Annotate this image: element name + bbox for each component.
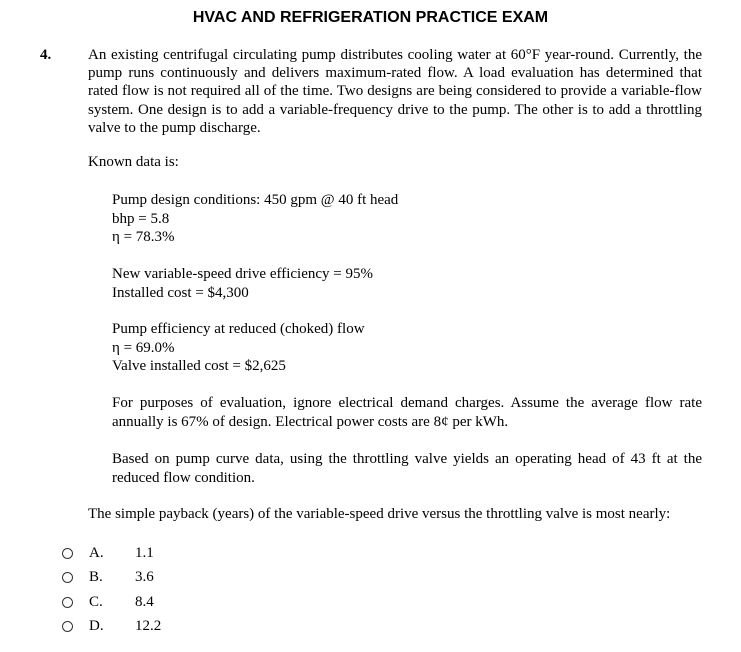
pump-bhp: bhp = 5.8: [112, 210, 170, 227]
option-value: 8.4: [135, 594, 154, 610]
radio-button-icon[interactable]: [62, 621, 73, 632]
question-number: 4.: [40, 47, 52, 63]
question-prompt: The simple payback (years) of the variable-speed drive versus the throttling valve is most nearly:: [88, 506, 671, 522]
radio-button-icon[interactable]: [62, 548, 73, 559]
option-letter: D.: [89, 618, 104, 634]
pump-design-data: [112, 191, 398, 247]
reduced-flow-label: Pump efficiency at reduced (choked) flow: [112, 321, 365, 337]
question-intro-block: [88, 46, 702, 137]
option-letter: A.: [89, 545, 104, 561]
vsd-data: [112, 265, 373, 302]
known-data-label: Known data is:: [88, 154, 179, 170]
exam-title: HVAC AND REFRIGERATION PRACTICE EXAM: [192, 9, 549, 26]
option-value: 12.2: [135, 618, 162, 634]
pump-design-conditions: Pump design conditions: 450 gpm @ 40 ft head: [112, 192, 399, 208]
option-value: 1.1: [135, 545, 154, 561]
pump-efficiency: η = 78.3%: [112, 229, 175, 245]
option-value: 3.6: [135, 569, 154, 585]
radio-button-icon[interactable]: [62, 572, 73, 583]
option-letter: C.: [89, 594, 103, 610]
vsd-efficiency: New variable-speed drive efficiency = 95%: [112, 266, 373, 282]
vsd-installed-cost: Installed cost = $4,300: [112, 284, 249, 301]
option-letter: B.: [89, 569, 103, 585]
question-intro: An existing centrifugal circulating pump distributes cooling water at 60°F year-round. Currently, the pump runs continuously and delivers maximum-rated flow. A load evaluation has determined that rated flow is not required all of the time. Two designs are being considered to provide a variable-flow system. One design is to add a variable-frequency drive to the pump. The other is to add a throttling valve to the pump discharge.: [88, 47, 702, 136]
radio-button-icon[interactable]: [62, 597, 73, 608]
pump-curve-note: Based on pump curve data, using the throttling valve yields an operating head of 43 ft at the reduced flow condition.: [112, 451, 702, 486]
valve-installed-cost: Valve installed cost = $2,625: [112, 358, 286, 374]
evaluation-assumptions: For purposes of evaluation, ignore electrical demand charges. Assume the average flow rate annually is 67% of design. Electrical power costs are 8¢ per kWh.: [112, 395, 702, 430]
valve-data: [112, 320, 365, 376]
reduced-flow-efficiency: η = 69.0%: [112, 339, 175, 356]
